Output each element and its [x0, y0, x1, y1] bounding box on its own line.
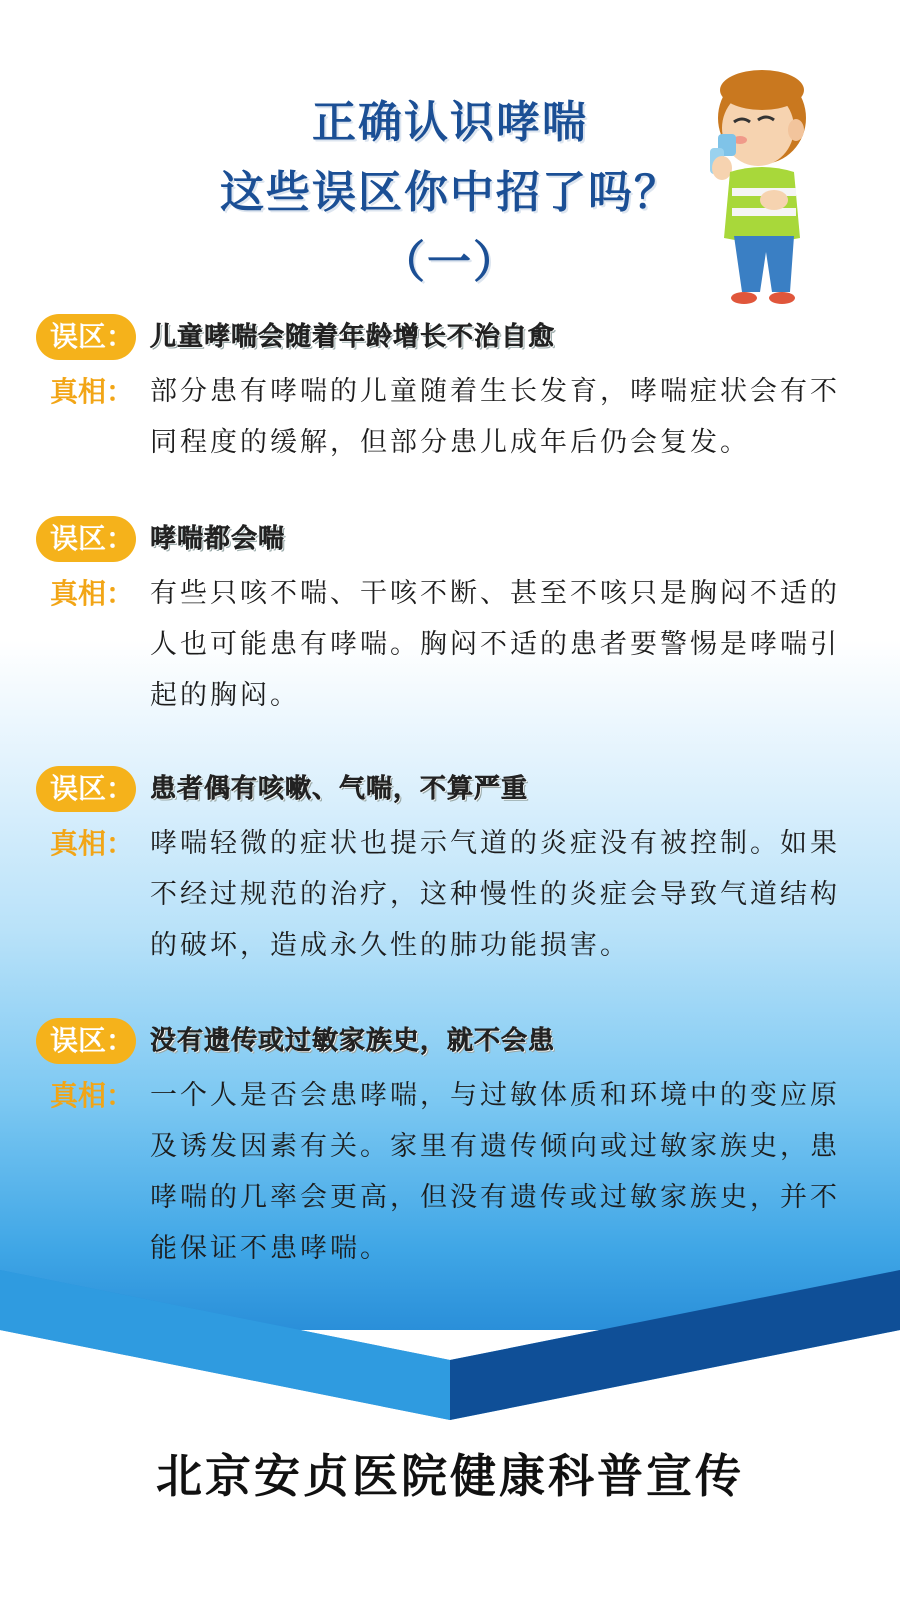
fact-text: 一个人是否会患哮喘，与过敏体质和环境中的变应原及诱发因素有关。家里有遗传倾向或过敏家族史，患哮喘的几率会更高，但没有遗传或过敏家族史，并不能保证不患哮喘。: [150, 1080, 840, 1264]
myth-text: 儿童哮喘会随着年龄增长不治自愈: [150, 322, 556, 352]
fact-label: 真相：: [50, 1079, 135, 1112]
myth-text: 患者偶有咳嗽、气喘，不算严重: [150, 774, 529, 804]
footer-credit: 北京安贞医院健康科普宣传: [156, 1450, 744, 1502]
myth-label: 误区：: [50, 1024, 135, 1057]
fact-text: 部分患有哮喘的儿童随着生长发育，哮喘症状会有不同程度的缓解，但部分患儿成年后仍会复发。: [150, 376, 840, 458]
title-line-2: 这些误区你中招了吗？: [220, 167, 680, 218]
myth-label: 误区：: [50, 320, 135, 353]
fact-text: 哮喘轻微的症状也提示气道的炎症没有被控制。如果不经过规范的治疗，这种慢性的炎症会导致气道结构的破坏，造成永久性的肺功能损害。: [150, 828, 840, 961]
fact-text: 有些只咳不喘、干咳不断、甚至不咳只是胸闷不适的人也可能患有哮喘。胸闷不适的患者要警惕是哮喘引起的胸闷。: [150, 578, 840, 711]
myth-text: 没有遗传或过敏家族史，就不会患: [150, 1026, 556, 1056]
fact-label: 真相：: [50, 827, 135, 860]
myth-label: 误区：: [50, 772, 135, 805]
myth-text: 哮喘都会喘: [150, 524, 286, 554]
myth-label: 误区：: [50, 522, 135, 555]
coughing-boy-with-inhaler-icon: [700, 60, 830, 310]
fact-label: 真相：: [50, 577, 135, 610]
fact-label: 真相：: [50, 375, 135, 408]
title-line-1: 正确认识哮喘: [312, 97, 588, 148]
title-line-3: （一）: [381, 237, 519, 288]
